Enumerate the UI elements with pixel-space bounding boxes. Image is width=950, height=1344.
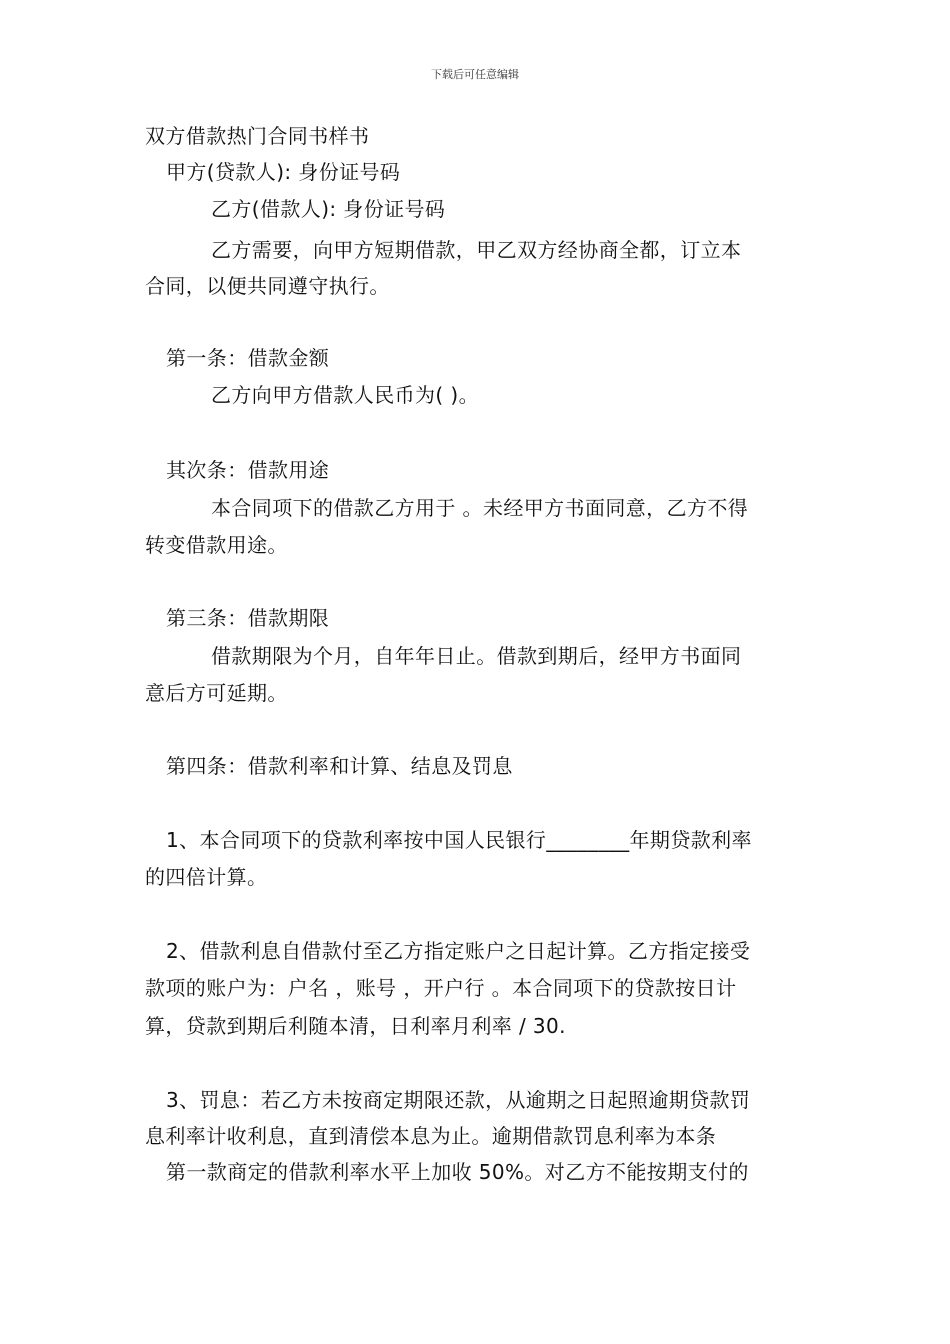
article-2-heading: 其次条：借款用途 [166,458,330,482]
header-note: 下载后可任意编辑 [431,68,519,81]
clause-3-line-2: 息利率计收利息，直到清偿本息为止。逾期借款罚息利率为本条 [145,1124,717,1148]
article-2-body-line-1: 本合同项下的借款乙方用于 。未经甲方书面同意，乙方不得 [211,496,749,520]
article-2-body-line-2: 转变借款用途。 [145,533,288,557]
clause-2-line-2: 款项的账户为：户名 ，账号 ，开户行 。本合同项下的贷款按日计 [145,976,737,1000]
clause-2-line-3: 算，贷款到期后利随本清，日利率月利率 / 30. [145,1014,566,1038]
clause-2-line-1: 2、借款利息自借款付至乙方指定账户之日起计算。乙方指定接受 [166,939,751,963]
article-3-body-line-2: 意后方可延期。 [145,681,288,705]
article-1-body: 乙方向甲方借款人民币为( )。 [211,383,479,407]
preamble-line-2: 合同，以便共同遵守执行。 [145,274,390,298]
party-b-line: 乙方(借款人): 身份证号码 [211,197,446,221]
article-1-heading: 第一条：借款金额 [166,346,330,370]
article-3-heading: 第三条：借款期限 [166,606,330,630]
article-3-body-line-1: 借款期限为个月，自年年日止。借款到期后，经甲方书面同 [211,644,742,668]
document-title: 双方借款热门合同书样书 [145,124,370,148]
party-a-line: 甲方(贷款人): 身份证号码 [166,160,401,184]
clause-3-line-1: 3、罚息：若乙方未按商定期限还款，从逾期之日起照逾期贷款罚 [166,1088,751,1112]
article-4-heading: 第四条：借款利率和计算、结息及罚息 [166,754,513,778]
clause-1-line-1: 1、本合同项下的贷款利率按中国人民银行________年期贷款利率 [166,828,752,852]
clause-3-line-3: 第一款商定的借款利率水平上加收 50%。对乙方不能按期支付的 [166,1160,749,1184]
preamble-line-1: 乙方需要，向甲方短期借款，甲乙双方经协商全都，订立本 [211,238,742,262]
clause-1-line-2: 的四倍计算。 [145,865,268,889]
